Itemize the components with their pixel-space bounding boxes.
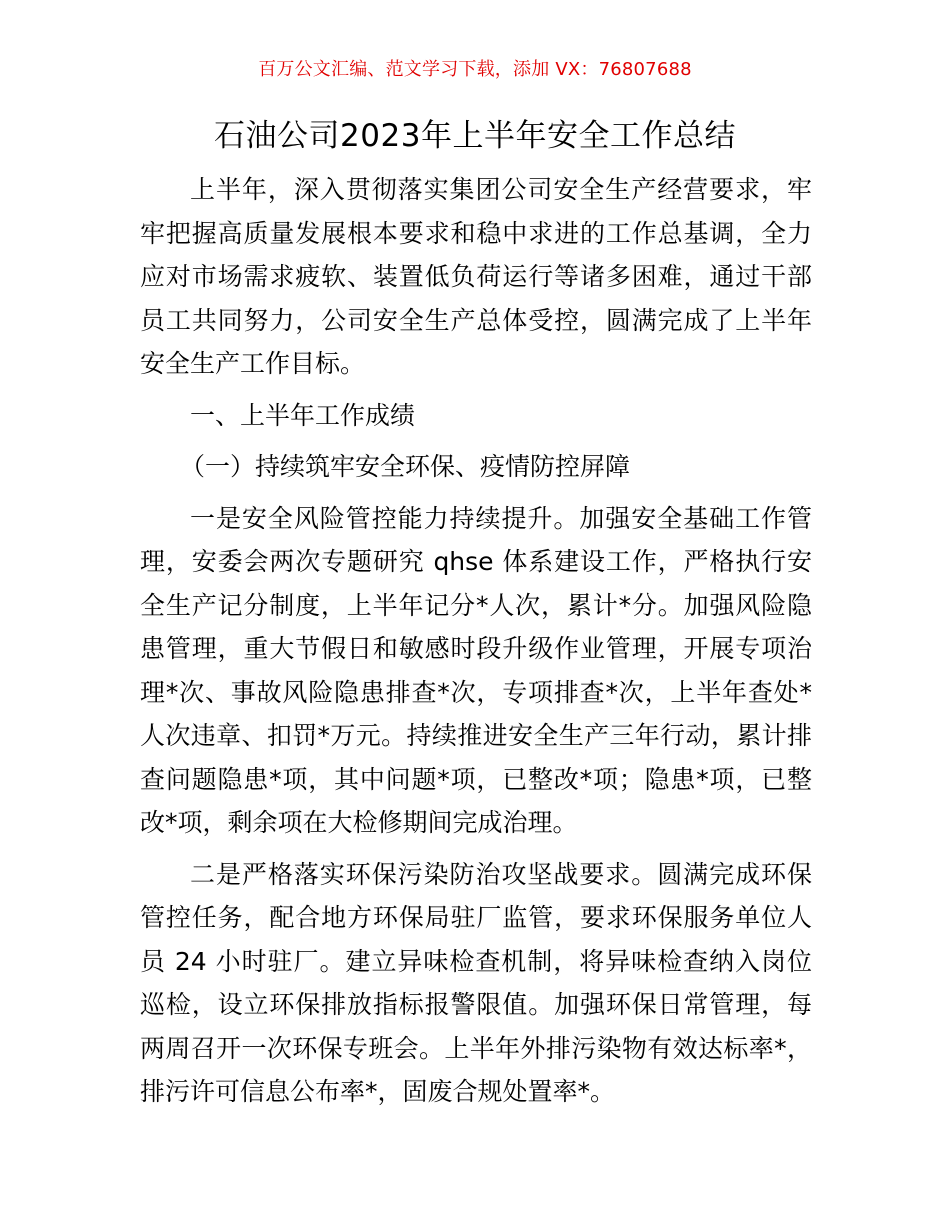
paragraph-safety-risk: 一是安全风险管控能力持续提升。加强安全基础工作管理，安委会两次专题研究 qhse 体系建设工作，严格执行安全生产记分制度，上半年记分*人次，累计*分。加强风险隐患管理，重大节假日和敏感时段升级作业管理，开展专项治理*次、事故风险隐患排查*次，专项排查*次，上半年查处*人次违章、扣罚*万元。持续推进安全生产三年行动，累计排查问题隐患*项，其中问题*项，已整改*项；隐患*项，已整改*项，剩余项在大检修期间完成治理。 [140, 503, 812, 837]
intro-paragraph: 上半年，深入贯彻落实集团公司安全生产经营要求，牢牢把握高质量发展根本要求和稳中求进的工作总基调，全力应对市场需求疲软、装置低负荷运行等诸多困难，通过干部员工共同努力，公司安全生产总体受控，圆满完成了上半年安全生产工作目标。 [140, 175, 812, 378]
subsection-heading: （一）持续筑牢安全环保、疫情防控屏障 [180, 452, 631, 481]
document-title: 石油公司2023年上半年安全工作总结 [214, 118, 736, 154]
document-body [140, 168, 812, 1114]
paragraph-environmental: 二是严格落实环保污染防治攻坚战要求。圆满完成环保管控任务，配合地方环保局驻厂监管，要求环保服务单位人员 24 小时驻厂。建立异味检查机制，将异味检查纳入岗位巡检，设立环保排放指标报警限值。加强环保日常管理，每两周召开一次环保专班会。上半年外排污染物有效达标率*，排污许可信息公布率*，固废合规处置率*。 [140, 859, 812, 1106]
download-watermark: 百万公文汇编、范文学习下载，添加 VX：76807688 [258, 59, 692, 80]
section-heading: 一、上半年工作成绩 [190, 400, 416, 430]
